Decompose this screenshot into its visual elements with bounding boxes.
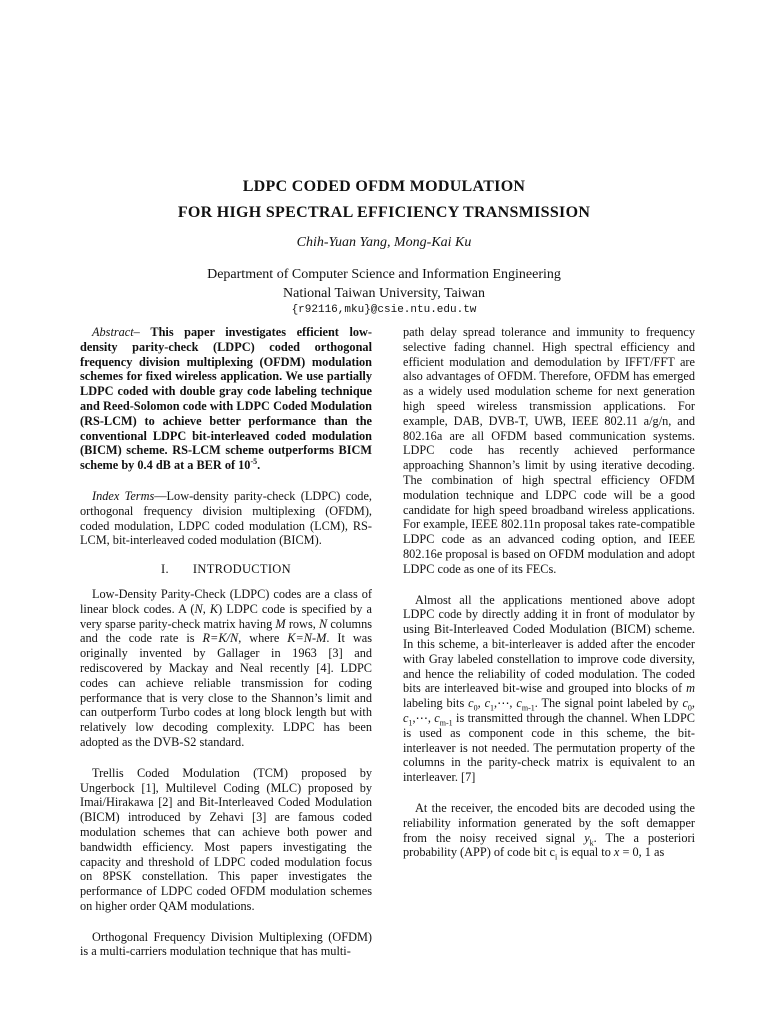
text-run: , where <box>238 631 288 646</box>
text-run: ,⋯, <box>412 710 435 725</box>
subscript: m-1 <box>439 718 453 728</box>
abstract-dash: – <box>133 325 140 339</box>
text-run: Low-Density Parity-Check (LDPC) codes are a class of linear block codes. A ( <box>80 586 372 616</box>
text-run: , <box>691 696 695 711</box>
text-run: columns and the code rate is <box>80 616 373 646</box>
var-c: c <box>484 696 491 711</box>
k-definition-formula: K=N-M <box>287 631 327 646</box>
text-run: rows, <box>285 616 319 631</box>
subscript: k <box>589 837 594 847</box>
abstract <box>80 325 372 473</box>
text-run: Almost all the applications mentioned above adopt LDPC code by directly adding it in front of modulator by using Bit-Interleaved Coded Modulation (BICM) scheme. In this scheme, a bit-interleaver is added after the encoder with Gray labeled constellation to improve code diversity, and hence the reliability of coded modulation. The coded bits are interleaved bit-wise and grouped into blocks of <box>403 592 695 696</box>
text-run: ) LDPC code is specified by a very sparse parity-check matrix having <box>80 601 372 631</box>
index-terms <box>80 489 372 548</box>
abstract-label: Abstract <box>92 325 134 339</box>
subscript: i <box>554 852 558 862</box>
right-paragraph-3 <box>403 801 695 860</box>
text-run: . The signal point labeled by <box>534 696 683 711</box>
authors: Chih-Yuan Yang, Mong-Kai Ku <box>296 235 472 250</box>
subscript: 0 <box>687 703 692 713</box>
text-run: , <box>477 696 485 711</box>
right-paragraph-2 <box>403 593 695 785</box>
section-heading-introduction <box>80 562 372 577</box>
intro-paragraph-3: Orthogonal Frequency Division Multiplexing (OFDM) is a multi-carriers modulation technique that has multi- <box>80 929 372 959</box>
abstract-body <box>80 325 372 472</box>
var-M: M <box>275 616 286 631</box>
subscript: 0 <box>473 703 478 713</box>
right-paragraph-1: path delay spread tolerance and immunity to frequency selective fading channel. High spectral efficiency and efficient modulation and demodulation by IFFT/FFT are also advantages of OFDM. Therefore, OFDM has emerged as a widely used modulation scheme for next generation high speed wireless transmission applications. For example, DAB, DVB-T, UWB, IEEE 802.11 a/g/n, and 802.16a are all OFDM based communication systems. LDPC code has recently achieved performance approaching Shannon’s limit by using iterative decoding. The combination of high spectral efficiency OFDM modulation technique and LDPC code will be a good candidate for high speed broadband wireless applications. For example, IEEE 802.11n proposal takes rate-compatible LDPC code as an advanced coding option, and IEEE 802.16e proposal is based on OFDM modulation and adopt LDPC code as one of its FECs. <box>403 325 695 576</box>
var-c: c <box>516 696 522 711</box>
var-c: c <box>434 710 440 725</box>
section-number: I. <box>161 562 169 577</box>
subscript: 1 <box>408 718 413 728</box>
var-K: K <box>209 601 219 616</box>
abstract-text: This paper investigates efficient low-density parity-check (LDPC) coded orthogonal frequency division multiplexing (OFDM) modulation schemes for fixed wireless application. We use partially LDPC coded with double gray code labeling technique and Reed-Solomon code with LDPC Coded Modulation (RS-LCM) to achieve better performance than the conventional LDPC bit-interleaved coded modulation (BICM) scheme. RS-LCM scheme outperforms BICM scheme by 0.4 dB at a BER of 10 <box>80 325 372 473</box>
author-email: {r92116,mku}@csie.ntu.edu.tw <box>291 304 477 316</box>
code-rate-formula: R=K/N <box>202 631 239 646</box>
var-x: x <box>613 845 620 860</box>
text-run: . It was originally invented by Gallager in 1963 [3] and rediscovered by Mackay and Neal recently [4]. LDPC codes can achieve reliable transmission for coding performance that is very close to the Shannon’s limit and can outperform Turbo codes at long block length but with relatively low decoding complexity. LDPC has been adopted as the DVB-S2 standard. <box>80 631 373 749</box>
text-run: labeling bits <box>403 696 469 711</box>
right-column <box>403 325 695 860</box>
intro-paragraph-2: Trellis Coded Modulation (TCM) proposed by Ungerbock [1], Multilevel Coding (MLC) proposed by Imai/Hirakawa [2] and Bit-Interleaved Coded Modulation (BICM) introduced by Zehavi [3] are famous coded modulation schemes that can achieve both power and bandwidth efficiency. Most papers investigating the capacity and threshold of LDPC coded modulation focus on 8PSK constellation. This paper investigates the performance of LDPC coded OFDM modulation schemes on higher order QAM modulations. <box>80 765 372 913</box>
index-terms-dash: — <box>154 488 167 503</box>
text-run: . The a posteriori probability (APP) of code bit c <box>403 830 695 860</box>
var-y: y <box>584 830 590 845</box>
index-terms-body: Low-density parity-check (LDPC) code, orthogonal frequency division multiplexing (OFDM), coded modulation, LDPC coded modulation (LCM), RS-LCM, bit-interleaved coded modulation (BICM). <box>80 488 372 548</box>
var-N: N <box>194 601 203 616</box>
text-run: , <box>202 601 210 616</box>
ber-exponent: -5 <box>250 457 258 467</box>
subscript: 1 <box>490 703 495 713</box>
var-c: c <box>682 696 688 711</box>
section-title: INTRODUCTION <box>192 562 291 577</box>
text-run: is equal to <box>557 845 614 860</box>
abstract-end: . <box>257 458 261 473</box>
text-run: ,⋯, <box>494 696 517 711</box>
paper-title-line2: FOR HIGH SPECTRAL EFFICIENCY TRANSMISSION <box>177 204 591 221</box>
var-m: m <box>686 681 695 696</box>
left-column <box>80 325 372 959</box>
text-run: At the receiver, the encoded bits are decoded using the reliability information generated by the soft demapper from the noisy received signal <box>403 800 695 845</box>
var-c: c <box>403 710 409 725</box>
paper-title-line1: LDPC CODED OFDM MODULATION <box>242 178 526 195</box>
var-N: N <box>318 616 328 631</box>
affiliation-line1: Department of Computer Science and Information Engineering <box>207 267 561 282</box>
var-c: c <box>468 696 474 711</box>
intro-paragraph-1 <box>80 587 372 750</box>
subscript: m-1 <box>521 703 535 713</box>
index-terms-label: Index Terms <box>92 488 155 503</box>
text-run: = 0, 1 as <box>619 845 665 860</box>
text-run: is transmitted through the channel. When LDPC is used as component code in this scheme, the bit-interleaver is not needed. The permutation property of the columns in the parity-check matrix is equivalent to an interleaver. [7] <box>403 710 695 785</box>
affiliation-line2: National Taiwan University, Taiwan <box>283 286 485 301</box>
